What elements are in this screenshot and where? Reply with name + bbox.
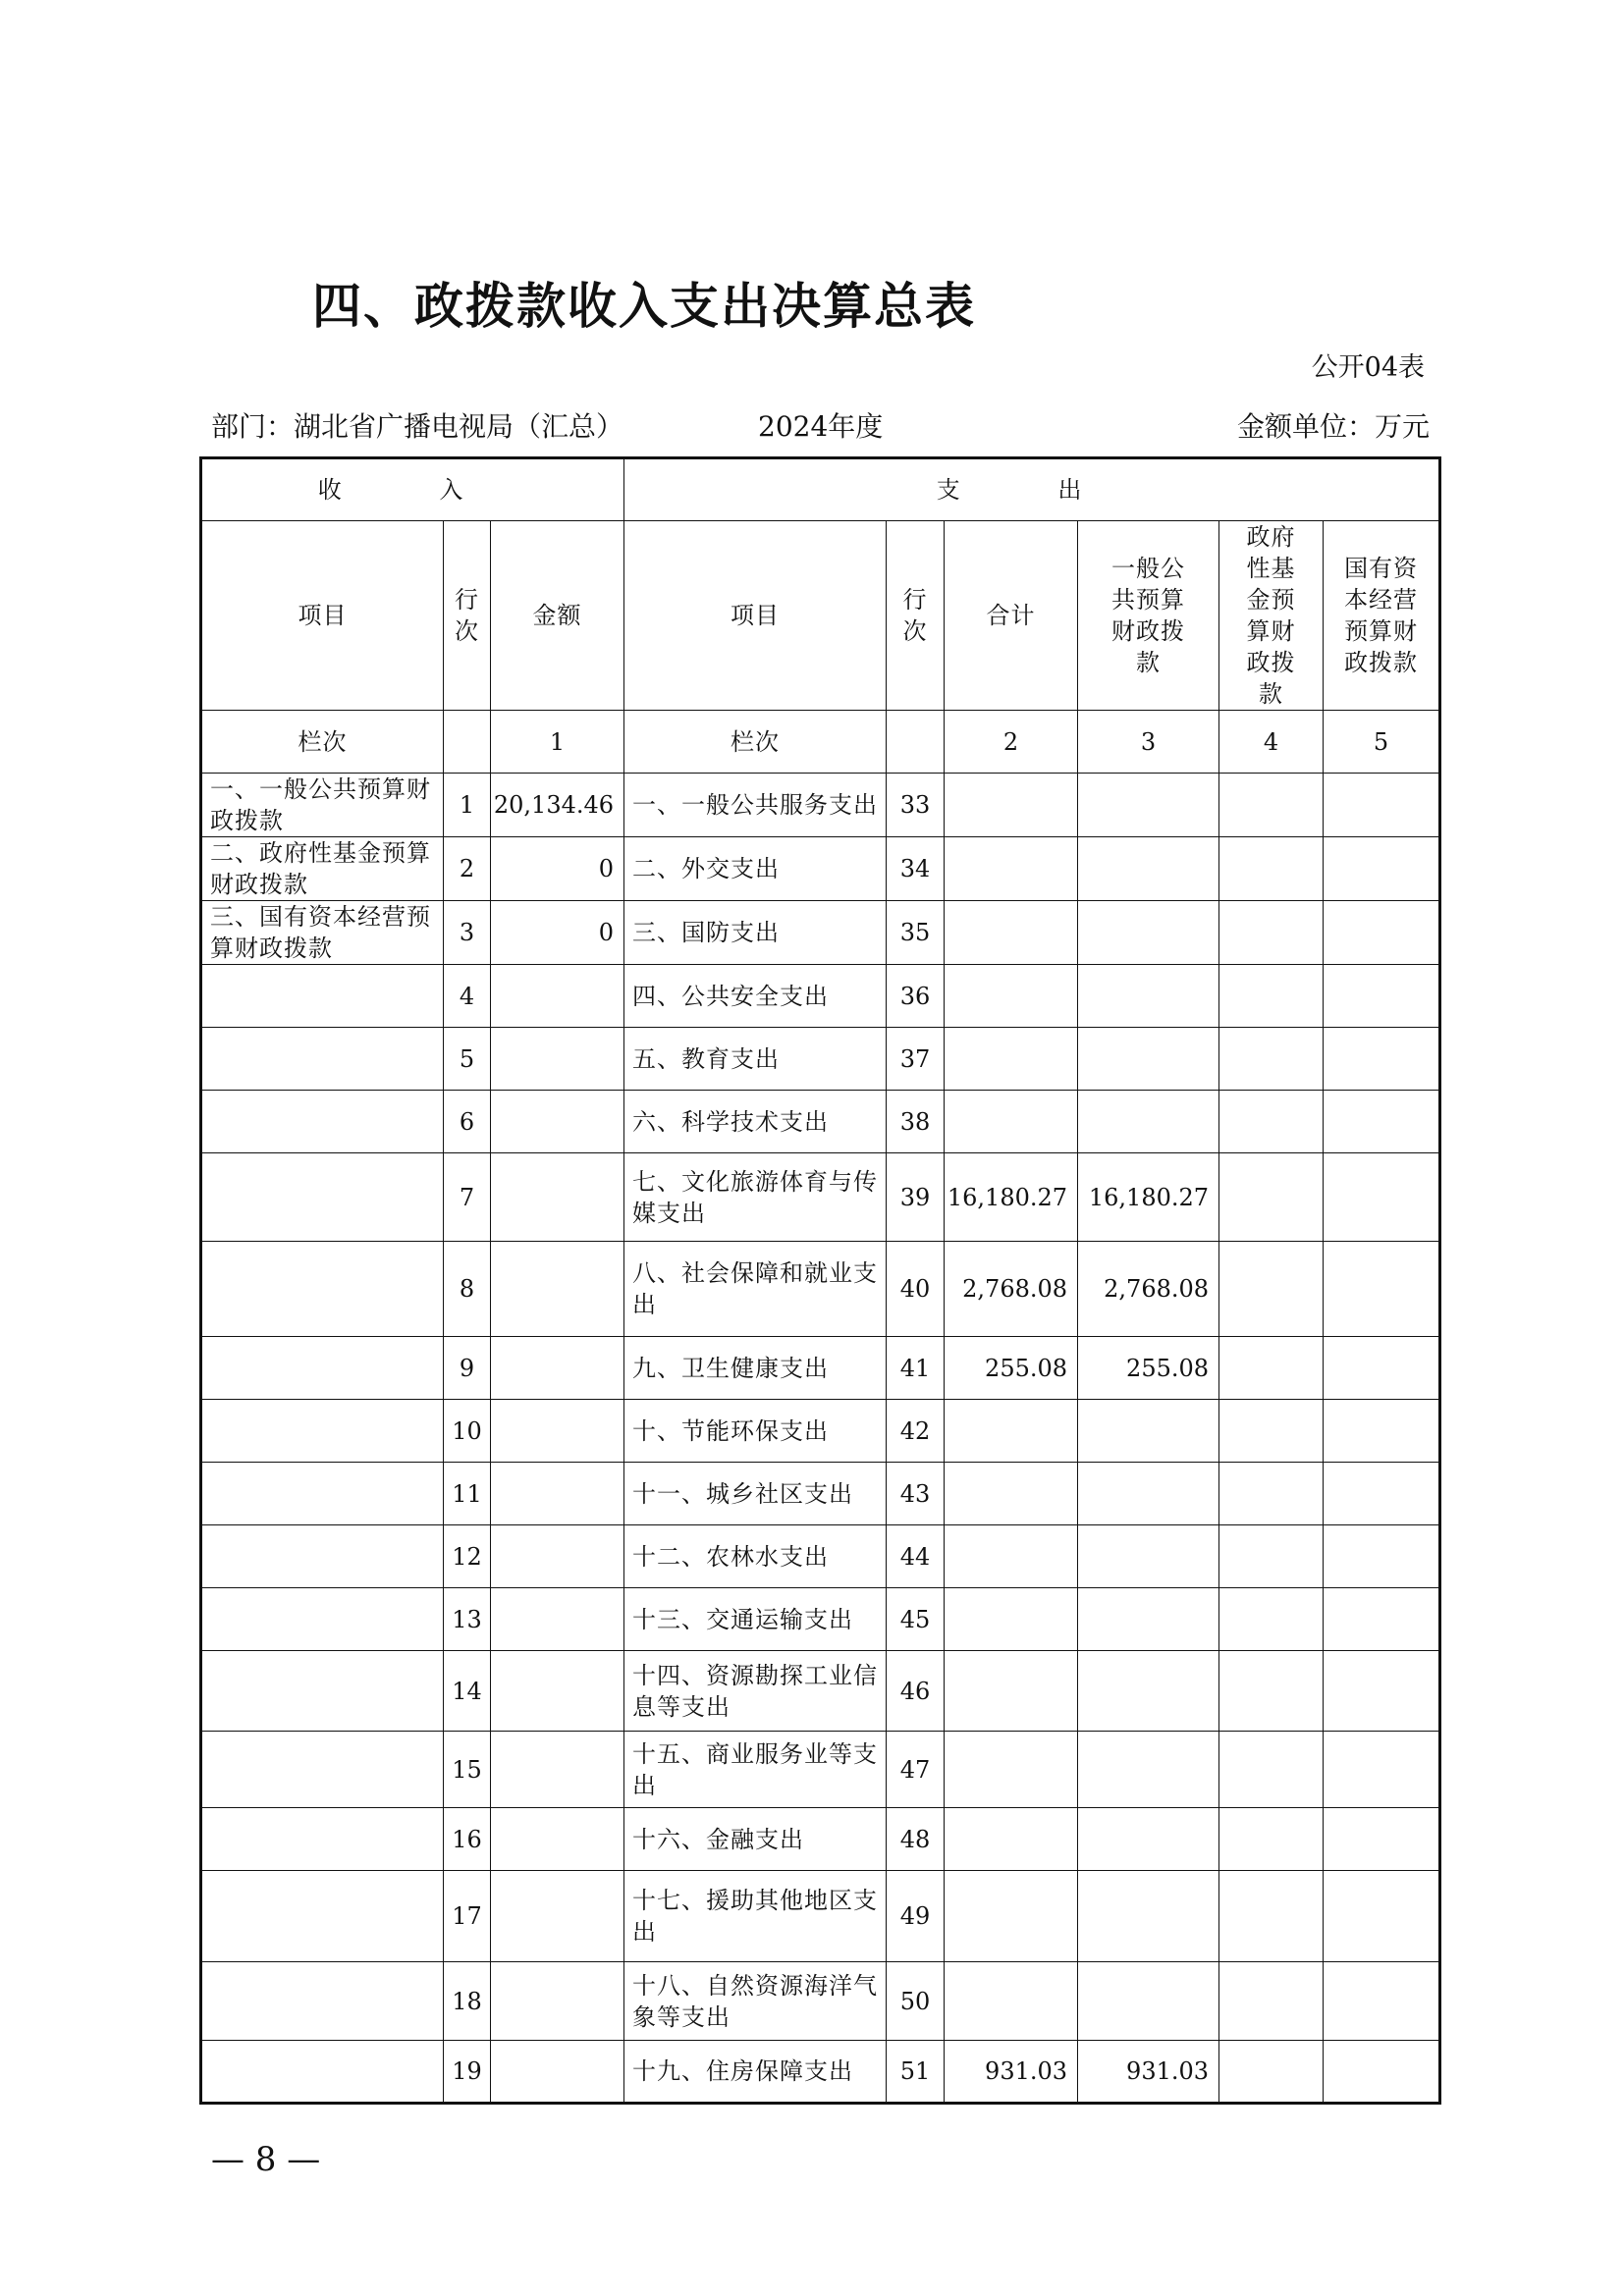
income-row-no-cell: 12 [444, 1525, 491, 1588]
income-amount-cell [491, 1337, 624, 1400]
fund-budget-cell [1219, 1337, 1324, 1400]
income-item-cell: 一、一般公共预算财政拨款 [201, 774, 444, 837]
expense-item-cell: 十四、资源勘探工业信息等支出 [624, 1651, 887, 1732]
expense-row-no-cell: 33 [887, 774, 945, 837]
expense-row-no-cell: 37 [887, 1028, 945, 1091]
expense-item-cell: 三、国防支出 [624, 901, 887, 965]
general-budget-cell [1078, 1400, 1219, 1463]
expense-row-no-cell: 50 [887, 1962, 945, 2041]
expense-row-no-cell: 46 [887, 1651, 945, 1732]
table-row [201, 1153, 1440, 1242]
general-budget-cell [1078, 1732, 1219, 1808]
income-item-cell [201, 1871, 444, 1962]
table-row [201, 1588, 1440, 1651]
state-capital-cell [1324, 1808, 1440, 1871]
income-row-no-header: 行次 [444, 521, 491, 711]
income-row-index-blank [444, 711, 491, 774]
income-item-cell [201, 1242, 444, 1337]
income-amount-cell [491, 1525, 624, 1588]
income-row-no-cell: 17 [444, 1871, 491, 1962]
state-capital-cell [1324, 774, 1440, 837]
state-capital-cell [1324, 837, 1440, 901]
expense-row-no-cell: 40 [887, 1242, 945, 1337]
income-amount-cell: 0 [491, 837, 624, 901]
section-header-row [201, 458, 1440, 521]
expense-item-cell: 六、科学技术支出 [624, 1091, 887, 1153]
form-number: 公开04表 [1311, 352, 1425, 383]
income-item-cell [201, 1732, 444, 1808]
fund-budget-cell [1219, 1651, 1324, 1732]
fund-budget-cell [1219, 1153, 1324, 1242]
income-amount-cell [491, 1871, 624, 1962]
expense-item-cell: 十五、商业服务业等支出 [624, 1732, 887, 1808]
general-budget-cell [1078, 965, 1219, 1028]
total-cell [945, 1525, 1078, 1588]
income-amount-cell: 0 [491, 901, 624, 965]
expense-column-label: 栏次 [624, 711, 887, 774]
income-row-no-cell: 18 [444, 1962, 491, 2041]
state-capital-cell [1324, 1962, 1440, 2041]
total-cell [945, 774, 1078, 837]
fund-budget-cell [1219, 774, 1324, 837]
column-index-row [201, 711, 1440, 774]
table-row [201, 1525, 1440, 1588]
state-capital-cell [1324, 1651, 1440, 1732]
income-amount-cell [491, 2041, 624, 2104]
state-capital-cell [1324, 1028, 1440, 1091]
state-capital-cell [1324, 1091, 1440, 1153]
state-capital-cell [1324, 1732, 1440, 1808]
table-row [201, 1242, 1440, 1337]
table-row [201, 1871, 1440, 1962]
general-budget-cell [1078, 1463, 1219, 1525]
table-row [201, 965, 1440, 1028]
fund-budget-cell [1219, 901, 1324, 965]
general-budget-cell [1078, 1525, 1219, 1588]
state-capital-cell [1324, 1463, 1440, 1525]
income-item-cell: 三、国有资本经营预算财政拨款 [201, 901, 444, 965]
total-cell [945, 1588, 1078, 1651]
total-cell [945, 1732, 1078, 1808]
income-amount-cell: 20,134.46 [491, 774, 624, 837]
income-row-no-cell: 11 [444, 1463, 491, 1525]
expense-row-no-cell: 36 [887, 965, 945, 1028]
income-amount-cell [491, 1028, 624, 1091]
state-capital-cell [1324, 2041, 1440, 2104]
page-title: 四、政拨款收入支出决算总表 [312, 278, 976, 335]
income-row-no-cell: 2 [444, 837, 491, 901]
general-budget-cell [1078, 1651, 1219, 1732]
state-capital-cell [1324, 1871, 1440, 1962]
income-row-no-cell: 10 [444, 1400, 491, 1463]
income-row-no-cell: 1 [444, 774, 491, 837]
expense-item-header: 项目 [624, 521, 887, 711]
table-row [201, 837, 1440, 901]
income-item-header: 项目 [201, 521, 444, 711]
expense-row-index-blank [887, 711, 945, 774]
income-amount-header: 金额 [491, 521, 624, 711]
budget-table [199, 456, 1441, 2105]
table-row [201, 1400, 1440, 1463]
income-amount-cell [491, 1962, 624, 2041]
fund-budget-cell [1219, 1525, 1324, 1588]
expense-row-no-cell: 39 [887, 1153, 945, 1242]
expense-item-cell: 四、公共安全支出 [624, 965, 887, 1028]
expense-item-cell: 十六、金融支出 [624, 1808, 887, 1871]
table-row [201, 901, 1440, 965]
table-row [201, 1028, 1440, 1091]
expense-item-cell: 二、外交支出 [624, 837, 887, 901]
fund-budget-cell [1219, 1463, 1324, 1525]
general-budget-cell: 2,768.08 [1078, 1242, 1219, 1337]
total-cell [945, 965, 1078, 1028]
income-item-cell [201, 1028, 444, 1091]
fund-budget-cell [1219, 1091, 1324, 1153]
income-amount-cell [491, 1651, 624, 1732]
total-cell [945, 1962, 1078, 2041]
income-amount-cell [491, 1400, 624, 1463]
total-cell: 931.03 [945, 2041, 1078, 2104]
table-row [201, 774, 1440, 837]
state-capital-cell [1324, 1400, 1440, 1463]
page-number: — 8 — [211, 2140, 321, 2179]
total-cell [945, 1091, 1078, 1153]
expense-row-no-header: 行次 [887, 521, 945, 711]
general-budget-cell [1078, 1588, 1219, 1651]
income-item-cell [201, 1588, 444, 1651]
expense-item-cell: 五、教育支出 [624, 1028, 887, 1091]
general-budget-cell [1078, 1808, 1219, 1871]
income-row-no-cell: 5 [444, 1028, 491, 1091]
fund-budget-cell [1219, 837, 1324, 901]
state-capital-cell [1324, 1153, 1440, 1242]
income-amount-cell [491, 965, 624, 1028]
expense-item-cell: 十一、城乡社区支出 [624, 1463, 887, 1525]
income-item-cell [201, 2041, 444, 2104]
expense-row-no-cell: 34 [887, 837, 945, 901]
expense-item-cell: 十九、住房保障支出 [624, 2041, 887, 2104]
fund-budget-cell [1219, 2041, 1324, 2104]
total-header: 合计 [945, 521, 1078, 711]
expense-item-cell: 十八、自然资源海洋气象等支出 [624, 1962, 887, 2041]
income-row-no-cell: 7 [444, 1153, 491, 1242]
state-capital-cell [1324, 1588, 1440, 1651]
income-item-cell [201, 1400, 444, 1463]
income-amount-cell [491, 1091, 624, 1153]
column-index-5: 5 [1324, 711, 1440, 774]
expense-row-no-cell: 42 [887, 1400, 945, 1463]
department-label: 部门：湖北省广播电视局（汇总） [211, 410, 624, 443]
table-row [201, 1808, 1440, 1871]
table-row [201, 1962, 1440, 2041]
income-item-cell [201, 1153, 444, 1242]
column-index-1: 1 [491, 711, 624, 774]
total-cell [945, 1651, 1078, 1732]
total-cell: 255.08 [945, 1337, 1078, 1400]
fund-budget-cell [1219, 1400, 1324, 1463]
income-row-no-cell: 3 [444, 901, 491, 965]
expense-section-header: 支 出 [624, 458, 1440, 521]
state-capital-cell [1324, 965, 1440, 1028]
general-budget-cell [1078, 1028, 1219, 1091]
state-capital-header: 国有资本经营预算财政拨款 [1324, 521, 1440, 711]
fund-budget-cell [1219, 1732, 1324, 1808]
income-item-cell [201, 1091, 444, 1153]
table-row [201, 2041, 1440, 2104]
expense-item-cell: 十、节能环保支出 [624, 1400, 887, 1463]
total-cell [945, 901, 1078, 965]
expense-row-no-cell: 51 [887, 2041, 945, 2104]
fund-budget-cell [1219, 1588, 1324, 1651]
income-section-header: 收 入 [201, 458, 624, 521]
income-row-no-cell: 4 [444, 965, 491, 1028]
state-capital-cell [1324, 1242, 1440, 1337]
income-row-no-cell: 6 [444, 1091, 491, 1153]
income-item-cell [201, 1525, 444, 1588]
column-index-4: 4 [1219, 711, 1324, 774]
column-index-3: 3 [1078, 711, 1219, 774]
expense-item-cell: 一、一般公共服务支出 [624, 774, 887, 837]
income-item-cell [201, 965, 444, 1028]
total-cell [945, 1400, 1078, 1463]
general-budget-cell: 255.08 [1078, 1337, 1219, 1400]
income-row-no-cell: 16 [444, 1808, 491, 1871]
general-budget-cell [1078, 901, 1219, 965]
expense-row-no-cell: 41 [887, 1337, 945, 1400]
income-amount-cell [491, 1588, 624, 1651]
total-cell [945, 837, 1078, 901]
expense-item-cell: 十三、交通运输支出 [624, 1588, 887, 1651]
income-amount-cell [491, 1463, 624, 1525]
income-row-no-cell: 13 [444, 1588, 491, 1651]
income-item-cell [201, 1651, 444, 1732]
total-cell [945, 1808, 1078, 1871]
expense-row-no-cell: 45 [887, 1588, 945, 1651]
expense-item-cell: 九、卫生健康支出 [624, 1337, 887, 1400]
income-item-cell [201, 1808, 444, 1871]
income-item-cell: 二、政府性基金预算财政拨款 [201, 837, 444, 901]
expense-row-no-cell: 44 [887, 1525, 945, 1588]
table-row [201, 1337, 1440, 1400]
expense-item-cell: 八、社会保障和就业支出 [624, 1242, 887, 1337]
general-budget-cell [1078, 774, 1219, 837]
total-cell [945, 1871, 1078, 1962]
total-cell [945, 1028, 1078, 1091]
expense-row-no-cell: 43 [887, 1463, 945, 1525]
expense-row-no-cell: 38 [887, 1091, 945, 1153]
state-capital-cell [1324, 1337, 1440, 1400]
income-row-no-cell: 8 [444, 1242, 491, 1337]
fund-budget-cell [1219, 965, 1324, 1028]
fiscal-year: 2024年度 [758, 410, 884, 443]
amount-unit: 金额单位：万元 [1236, 410, 1430, 443]
table-row [201, 1651, 1440, 1732]
column-index-2: 2 [945, 711, 1078, 774]
state-capital-cell [1324, 1525, 1440, 1588]
fund-budget-cell [1219, 1962, 1324, 2041]
column-header-row [201, 521, 1440, 711]
fund-budget-header: 政府性基金预算财政拨款 [1219, 521, 1324, 711]
expense-item-cell: 七、文化旅游体育与传媒支出 [624, 1153, 887, 1242]
fund-budget-cell [1219, 1871, 1324, 1962]
income-row-no-cell: 9 [444, 1337, 491, 1400]
general-budget-cell [1078, 1962, 1219, 2041]
income-row-no-cell: 15 [444, 1732, 491, 1808]
income-item-cell [201, 1463, 444, 1525]
income-item-cell [201, 1962, 444, 2041]
income-item-cell [201, 1337, 444, 1400]
income-amount-cell [491, 1808, 624, 1871]
table-row [201, 1091, 1440, 1153]
total-cell [945, 1463, 1078, 1525]
table-row [201, 1732, 1440, 1808]
income-row-no-cell: 19 [444, 2041, 491, 2104]
expense-item-cell: 十二、农林水支出 [624, 1525, 887, 1588]
income-column-label: 栏次 [201, 711, 444, 774]
expense-item-cell: 十七、援助其他地区支出 [624, 1871, 887, 1962]
general-budget-cell: 16,180.27 [1078, 1153, 1219, 1242]
expense-row-no-cell: 48 [887, 1808, 945, 1871]
general-budget-header: 一般公共预算财政拨款 [1078, 521, 1219, 711]
state-capital-cell [1324, 901, 1440, 965]
fund-budget-cell [1219, 1808, 1324, 1871]
expense-row-no-cell: 49 [887, 1871, 945, 1962]
general-budget-cell [1078, 1091, 1219, 1153]
general-budget-cell [1078, 837, 1219, 901]
table-row [201, 1463, 1440, 1525]
income-amount-cell [491, 1732, 624, 1808]
expense-row-no-cell: 35 [887, 901, 945, 965]
expense-row-no-cell: 47 [887, 1732, 945, 1808]
general-budget-cell: 931.03 [1078, 2041, 1219, 2104]
income-row-no-cell: 14 [444, 1651, 491, 1732]
fund-budget-cell [1219, 1242, 1324, 1337]
total-cell: 16,180.27 [945, 1153, 1078, 1242]
total-cell: 2,768.08 [945, 1242, 1078, 1337]
general-budget-cell [1078, 1871, 1219, 1962]
income-amount-cell [491, 1153, 624, 1242]
fund-budget-cell [1219, 1028, 1324, 1091]
income-amount-cell [491, 1242, 624, 1337]
